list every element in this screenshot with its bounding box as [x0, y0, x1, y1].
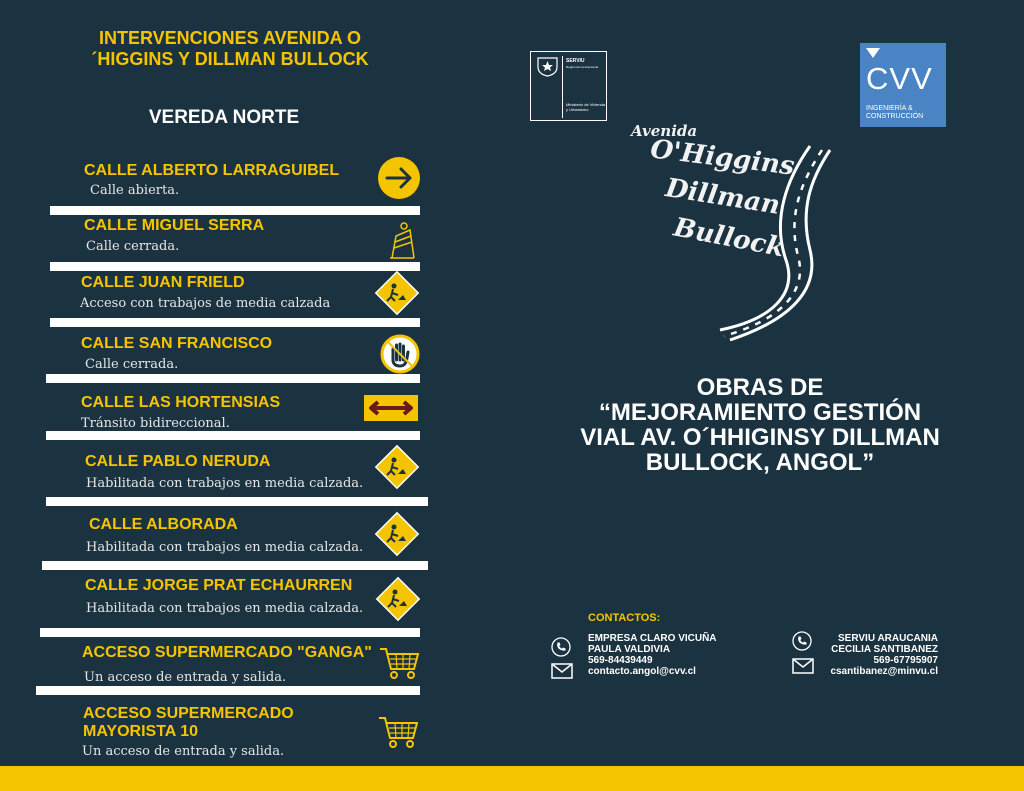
street-name: CALLE PABLO NERUDA [85, 453, 271, 470]
shopping-cart-icon [377, 714, 419, 750]
contact-company: EMPRESA CLARO VICUÑA [588, 633, 717, 644]
contact-person: PAULA VALDIVIA [588, 644, 671, 655]
works-title: OBRAS DE “MEJORAMIENTO GESTIÓN VIAL AV. O´HHIGINSY DILLMAN BULLOCK, ANGOL” [580, 374, 940, 476]
street-desc: Calle cerrada. [85, 357, 179, 372]
contact-email: contacto.angol@cvv.cl [588, 666, 696, 677]
street-name: CALLE SAN FRANCISCO [81, 335, 273, 352]
street-desc: Habilitada con trabajos en media calzada. [86, 476, 364, 491]
road-works-sign-icon [374, 270, 420, 316]
serviu-logo [530, 51, 607, 121]
road-works-sign-icon [374, 511, 420, 557]
street-name: CALLE JORGE PRAT ECHAURREN [85, 577, 353, 594]
divider [36, 686, 420, 695]
chile-shield-icon [535, 55, 560, 77]
street-name: CALLE ALBERTO LARRAGUIBEL [84, 162, 340, 179]
serviu-region: Región de La Araucanía [566, 65, 599, 69]
divider [42, 561, 428, 570]
cvv-tagline: INGENIERÍA & CONSTRUCCIÓN [866, 105, 924, 120]
street-name: ACCESO SUPERMERCADO MAYORISTA 10 [83, 705, 294, 740]
street-desc: Un acceso de entrada y salida. [84, 670, 287, 685]
street-desc: Un acceso de entrada y salida. [82, 744, 285, 759]
shopping-cart-icon [378, 645, 420, 681]
hero-dillman: Dillman [663, 173, 783, 221]
street-name: CALLE JUAN FRIELD [81, 274, 245, 291]
barrier-icon [386, 218, 418, 262]
avenue-lettering [625, 120, 855, 360]
street-desc: Calle cerrada. [86, 239, 180, 254]
divider [46, 374, 420, 383]
hero-ohiggins: O'Higgins [648, 134, 797, 182]
serviu-ministry: Ministerio de Vivienda y Urbanismo [566, 102, 606, 112]
street-desc: Habilitada con trabajos en media calzada. [86, 540, 364, 555]
left-panel-title: INTERVENCIONES AVENIDA O´HIGGINS Y DILLMAN BULLOCK [91, 28, 369, 69]
phone-icon [792, 631, 812, 651]
contact-company: SERVIU ARAUCANIA [837, 633, 938, 644]
logo-divider [562, 56, 563, 118]
divider [46, 497, 428, 506]
contact-right [810, 633, 938, 677]
street-desc: Habilitada con trabajos en media calzada. [86, 601, 364, 616]
hero-avenida: Avenida [631, 122, 698, 140]
hero-bullock: Bullock [671, 212, 787, 264]
left-panel-subtitle: VEREDA NORTE [148, 107, 300, 128]
contact-person: CECILIA SANTIBANEZ [831, 644, 938, 655]
contact-phone: 569-67795907 [873, 655, 938, 666]
road-works-sign-icon [375, 576, 421, 622]
street-name: CALLE MIGUEL SERRA [84, 217, 265, 234]
street-name: CALLE LAS HORTENSIAS [81, 394, 281, 411]
street-desc: Calle abierta. [90, 183, 180, 198]
two-way-arrow-icon [363, 393, 419, 423]
stop-hand-icon [380, 334, 420, 374]
divider [50, 206, 420, 215]
contact-phone: 569-84439449 [588, 655, 653, 666]
contacts-label: CONTACTOS: [588, 612, 661, 624]
contact-left [588, 633, 717, 677]
street-desc: Tránsito bidireccional. [81, 416, 230, 431]
bottom-accent-bar [0, 766, 1024, 791]
arrow-right-icon [377, 156, 421, 200]
cvv-name: CVV [866, 61, 933, 96]
serviu-brand: SERVIU [566, 58, 585, 64]
contact-email: csantibanez@minvu.cl [830, 666, 938, 677]
divider [40, 628, 420, 637]
divider [50, 318, 420, 327]
road-works-sign-icon [374, 444, 420, 490]
divider [46, 431, 420, 440]
divider [50, 262, 420, 271]
cvv-logo [860, 43, 946, 127]
phone-icon [551, 637, 571, 657]
street-desc: Acceso con trabajos de media calzada [80, 296, 331, 311]
street-name: CALLE ALBORADA [89, 516, 238, 533]
triangle-icon [866, 48, 880, 58]
mail-icon [551, 663, 573, 679]
street-name: ACCESO SUPERMERCADO "GANGA" [82, 644, 372, 661]
